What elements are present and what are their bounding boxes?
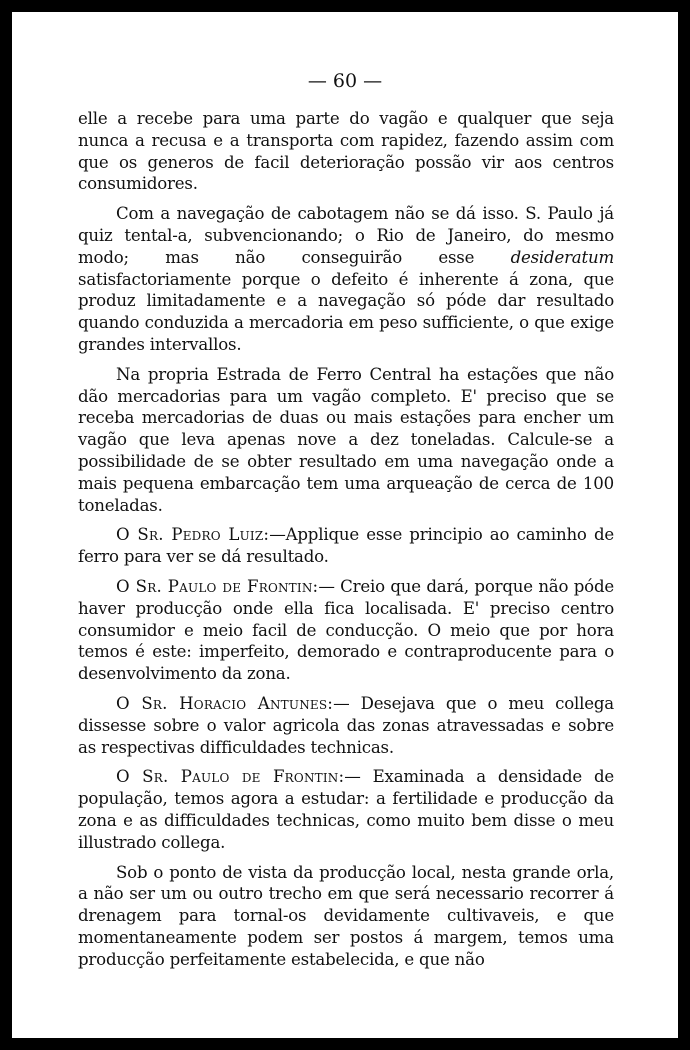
paragraph-text: Sob o ponto de vista da producção local, nesta grande orla, a não ser um ou outro trecho em que será necessario recorrer á drenagem para tornal-os devidamente cultivaveis, e que momentaneamente podem ser postos á margem, temos uma producção perfeitamente estabelecida, e que não [78,862,614,969]
paragraph-text: elle a recebe para uma parte do vagão e qualquer que seja nunca a recusa e a transporta com rapidez, fazendo assim com que os generos de facil deterioração possão vir aos centros consumidores. [78,109,614,194]
paragraph-7 [78,766,614,853]
speech-text: — Desejava que o meu collega dissesse sobre o valor agricola das zonas atravessadas e sobre as respectivas difficuldades technicas. [78,693,615,757]
speech-text: — Creio que dará, porque não póde haver producção onde ella fica localisada. E' preciso centro consumidor e meio facil de conducção. O meio que por hora temos é este: imperfeito, demorado e contraproducente para o desenvolvimento da zona. [78,576,614,684]
paragraph-2 [78,203,614,356]
paragraph-4 [78,524,614,568]
speaker-name: O Sr. Pedro Luiz: [116,525,270,545]
paragraph-8 [78,862,614,971]
body-text [78,108,614,970]
speech-text: — Examinada a densidade de população, temos agora a estudar: a fertilidade e producção da zona e as difficuldades technicas, como muito bem disse o meu illustrado collega. [78,767,614,852]
latin-term: desideratum [510,247,614,267]
paragraph-6 [78,693,614,758]
paragraph-3 [78,364,614,517]
paragraph-text: satisfactoriamente porque o defeito é inherente á zona, que produz limitadamente e a navegação só póde dar resultado quando conduzida a mercadoria em peso sufficiente, o que exige grandes intervallos. [78,269,614,354]
speaker-name: O Sr. Paulo de Frontin: [116,576,319,596]
paragraph-text: Na propria Estrada de Ferro Central ha estações que não dão mercadorias para um vagão completo. E' preciso que se receba mercadorias de duas ou mais estações para encher um vagão que leva apenas nove a dez toneladas. Calcule-se a possibilidade de se obter resultado em uma navegação onde a mais pequena embarcação tem uma arqueação de cerca de 100 toneladas. [78,364,614,515]
speaker-name: O Sr. Paulo de Frontin: [116,767,345,787]
page-number: — 60 — [307,70,383,92]
paragraph-1 [78,108,614,195]
speech-text: —Applique esse principio ao caminho de ferro para ver se dá resultado. [78,525,614,567]
paragraph-text: Com a navegação de cabotagem não se dá isso. S. Paulo já quiz tental-a, subvencionando; o Rio de Janeiro, do mesmo modo; mas não conseguirão esse [78,204,614,267]
document-page [12,12,678,1038]
paragraph-5 [78,576,614,685]
speaker-name: O Sr. Horacio Antunes: [116,693,334,713]
